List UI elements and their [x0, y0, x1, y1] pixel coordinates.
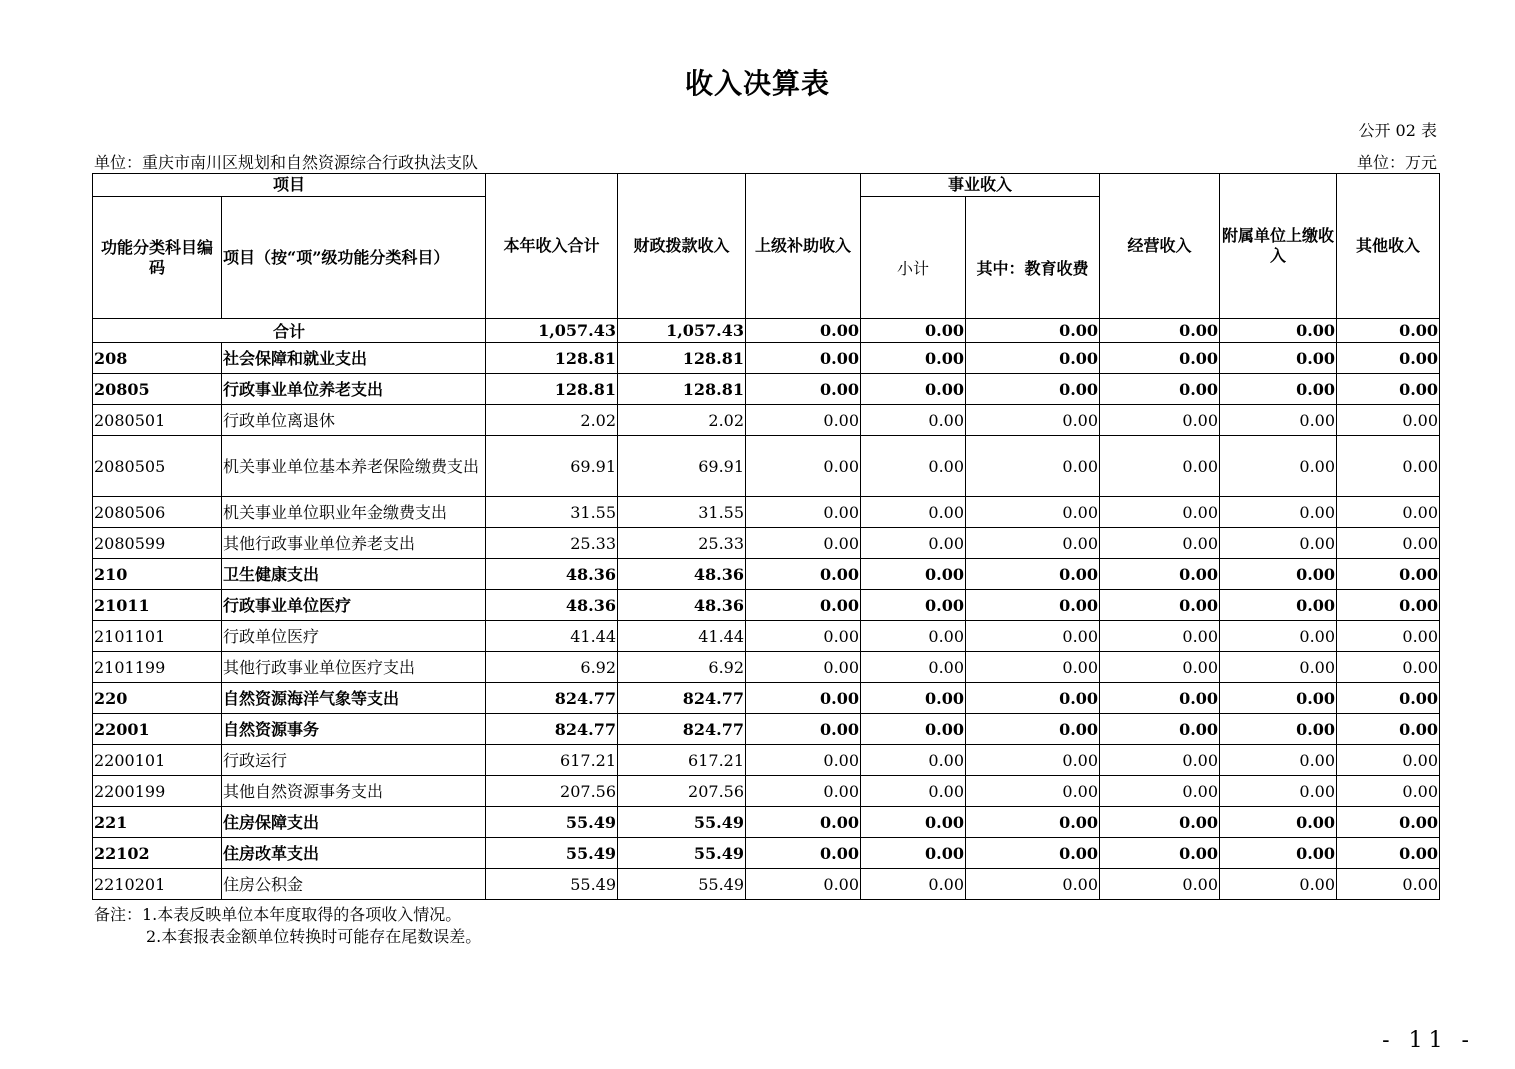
row-value: 41.44: [486, 621, 618, 652]
header-career-group: 事业收入: [861, 174, 1100, 197]
row-value: 0.00: [1100, 343, 1220, 374]
row-value: 207.56: [486, 776, 618, 807]
table-row: [93, 807, 1440, 838]
row-value: 0.00: [1337, 745, 1440, 776]
row-value: 2.02: [618, 405, 746, 436]
row-value: 0.00: [746, 343, 861, 374]
table-row: [93, 528, 1440, 559]
row-value: 0.00: [1220, 590, 1337, 621]
row-value: 6.92: [486, 652, 618, 683]
table-row: [93, 559, 1440, 590]
row-value: 0.00: [1220, 436, 1337, 497]
row-name: 行政单位离退休: [222, 405, 486, 436]
row-value: 0.00: [1220, 683, 1337, 714]
row-value: 0.00: [746, 374, 861, 405]
header-fiscal: 财政拨款收入: [618, 174, 746, 319]
row-name: 其他行政事业单位医疗支出: [222, 652, 486, 683]
page-number: - 11 -: [1382, 1028, 1475, 1053]
row-value: 128.81: [486, 343, 618, 374]
row-value: 0.00: [746, 838, 861, 869]
table-row: [93, 590, 1440, 621]
row-code: 20805: [93, 374, 222, 405]
row-value: 0.00: [966, 745, 1100, 776]
header-affiliated: 附属单位上缴收入: [1220, 174, 1337, 319]
form-number: 公开 02 表: [1358, 121, 1437, 140]
row-value: 0.00: [1337, 405, 1440, 436]
row-value: 0.00: [861, 528, 966, 559]
row-value: 0.00: [1220, 869, 1337, 900]
row-name: 行政事业单位养老支出: [222, 374, 486, 405]
row-value: 0.00: [1220, 343, 1337, 374]
row-value: 55.49: [486, 807, 618, 838]
row-code: 2101199: [93, 652, 222, 683]
row-value: 25.33: [486, 528, 618, 559]
table-row: [93, 405, 1440, 436]
row-value: 0.00: [1100, 745, 1220, 776]
row-value: 0.00: [1220, 497, 1337, 528]
row-name: 卫生健康支出: [222, 559, 486, 590]
income-statement-table: [92, 173, 1440, 900]
row-value: 55.49: [618, 807, 746, 838]
row-value: 0.00: [1220, 559, 1337, 590]
row-name: 其他自然资源事务支出: [222, 776, 486, 807]
row-value: 48.36: [486, 559, 618, 590]
table-row: [93, 497, 1440, 528]
row-value: 0.00: [746, 559, 861, 590]
row-value: 0.00: [1220, 374, 1337, 405]
header-education: 其中：教育收费: [966, 197, 1100, 319]
row-value: 207.56: [618, 776, 746, 807]
row-value: 0.00: [861, 343, 966, 374]
footnotes: [94, 904, 481, 948]
header-item-group: 项目: [93, 174, 486, 197]
row-value: 0.00: [1337, 807, 1440, 838]
row-value: 0.00: [1220, 714, 1337, 745]
row-value: 0.00: [746, 807, 861, 838]
row-value: 0.00: [966, 838, 1100, 869]
row-value: 6.92: [618, 652, 746, 683]
row-value: 0.00: [966, 776, 1100, 807]
row-value: 0.00: [861, 807, 966, 838]
row-value: 0.00: [861, 838, 966, 869]
table-row: [93, 745, 1440, 776]
table-row: [93, 343, 1440, 374]
row-code: 220: [93, 683, 222, 714]
row-value: 0.00: [861, 683, 966, 714]
row-value: 0.00: [1337, 559, 1440, 590]
header-operating: 经营收入: [1100, 174, 1220, 319]
total-label: 合计: [93, 319, 486, 343]
row-value: 0.00: [1220, 807, 1337, 838]
row-value: 0.00: [1220, 745, 1337, 776]
row-value: 0.00: [861, 869, 966, 900]
row-value: 0.00: [1337, 869, 1440, 900]
row-value: 0.00: [746, 869, 861, 900]
reporting-unit: 单位：重庆市南川区规划和自然资源综合行政执法支队: [94, 153, 479, 172]
row-value: 0.00: [861, 559, 966, 590]
row-value: 0.00: [1337, 683, 1440, 714]
row-value: 824.77: [486, 714, 618, 745]
row-value: 128.81: [618, 343, 746, 374]
row-value: 0.00: [1100, 714, 1220, 745]
footnote-1: 备注：1.本表反映单位本年度取得的各项收入情况。: [94, 905, 462, 924]
row-value: 0.00: [966, 714, 1100, 745]
row-value: 0.00: [966, 559, 1100, 590]
row-value: 0.00: [966, 497, 1100, 528]
row-value: 0.00: [966, 528, 1100, 559]
row-value: 0.00: [746, 776, 861, 807]
row-value: 0.00: [1220, 528, 1337, 559]
row-value: 0.00: [861, 497, 966, 528]
row-code: 22001: [93, 714, 222, 745]
table-row: [93, 869, 1440, 900]
row-value: 0.00: [1100, 528, 1220, 559]
row-value: 0.00: [966, 374, 1100, 405]
row-value: 0.00: [746, 590, 861, 621]
row-value: 48.36: [618, 559, 746, 590]
row-value: 0.00: [746, 683, 861, 714]
row-name: 机关事业单位基本养老保险缴费支出: [222, 436, 486, 497]
row-value: 0.00: [1220, 405, 1337, 436]
row-value: 824.77: [618, 683, 746, 714]
row-value: 0.00: [966, 343, 1100, 374]
row-value: 0.00: [746, 528, 861, 559]
total-cell: 0.00: [1220, 319, 1337, 343]
row-code: 2080505: [93, 436, 222, 497]
row-value: 0.00: [861, 714, 966, 745]
row-value: 0.00: [966, 807, 1100, 838]
row-value: 48.36: [486, 590, 618, 621]
row-code: 2080501: [93, 405, 222, 436]
row-name: 行政事业单位医疗: [222, 590, 486, 621]
row-code: 208: [93, 343, 222, 374]
row-value: 55.49: [618, 838, 746, 869]
row-value: 0.00: [861, 405, 966, 436]
row-value: 31.55: [486, 497, 618, 528]
row-value: 0.00: [1337, 590, 1440, 621]
table-row: [93, 776, 1440, 807]
total-cell: 0.00: [966, 319, 1100, 343]
row-value: 0.00: [1220, 776, 1337, 807]
row-name: 住房改革支出: [222, 838, 486, 869]
total-cell: 0.00: [1100, 319, 1220, 343]
row-value: 0.00: [1100, 869, 1220, 900]
row-value: 0.00: [1100, 838, 1220, 869]
row-value: 128.81: [486, 374, 618, 405]
row-value: 0.00: [966, 652, 1100, 683]
row-value: 617.21: [618, 745, 746, 776]
row-value: 25.33: [618, 528, 746, 559]
row-value: 55.49: [486, 869, 618, 900]
row-value: 0.00: [1220, 652, 1337, 683]
table-row: [93, 436, 1440, 497]
table-row: [93, 374, 1440, 405]
row-value: 0.00: [1100, 497, 1220, 528]
total-cell: 1,057.43: [618, 319, 746, 343]
row-value: 824.77: [618, 714, 746, 745]
row-value: 0.00: [861, 652, 966, 683]
row-value: 0.00: [966, 621, 1100, 652]
row-value: 0.00: [1220, 621, 1337, 652]
row-name: 自然资源海洋气象等支出: [222, 683, 486, 714]
row-value: 0.00: [966, 590, 1100, 621]
row-value: 0.00: [746, 497, 861, 528]
row-code: 2210201: [93, 869, 222, 900]
row-value: 0.00: [1100, 807, 1220, 838]
row-name: 行政单位医疗: [222, 621, 486, 652]
header-code: 功能分类科目编码: [93, 197, 222, 319]
table-row: [93, 683, 1440, 714]
table-row: [93, 621, 1440, 652]
row-code: 21011: [93, 590, 222, 621]
row-value: 824.77: [486, 683, 618, 714]
row-value: 0.00: [861, 436, 966, 497]
row-value: 0.00: [1100, 776, 1220, 807]
row-value: 0.00: [1337, 374, 1440, 405]
row-value: 55.49: [486, 838, 618, 869]
row-value: 0.00: [1100, 436, 1220, 497]
row-value: 69.91: [618, 436, 746, 497]
row-name: 行政运行: [222, 745, 486, 776]
total-cell: 1,057.43: [486, 319, 618, 343]
row-value: 0.00: [966, 869, 1100, 900]
row-name: 自然资源事务: [222, 714, 486, 745]
row-name: 其他行政事业单位养老支出: [222, 528, 486, 559]
row-value: 0.00: [1337, 343, 1440, 374]
row-code: 2200199: [93, 776, 222, 807]
row-value: 69.91: [486, 436, 618, 497]
row-value: 48.36: [618, 590, 746, 621]
row-value: 0.00: [861, 590, 966, 621]
row-value: 0.00: [1220, 838, 1337, 869]
row-code: 2080506: [93, 497, 222, 528]
row-value: 0.00: [1337, 528, 1440, 559]
row-value: 0.00: [966, 405, 1100, 436]
row-value: 0.00: [1337, 652, 1440, 683]
row-value: 0.00: [966, 436, 1100, 497]
total-cell: 0.00: [746, 319, 861, 343]
row-name: 社会保障和就业支出: [222, 343, 486, 374]
row-name: 机关事业单位职业年金缴费支出: [222, 497, 486, 528]
table-row: [93, 652, 1440, 683]
header-subtotal: 小计: [861, 197, 966, 319]
row-value: 0.00: [1337, 621, 1440, 652]
row-value: 0.00: [1337, 714, 1440, 745]
row-value: 0.00: [1100, 559, 1220, 590]
row-value: 0.00: [861, 374, 966, 405]
table-row: [93, 714, 1440, 745]
row-name: 住房公积金: [222, 869, 486, 900]
row-value: 0.00: [1100, 652, 1220, 683]
row-value: 0.00: [746, 745, 861, 776]
row-code: 210: [93, 559, 222, 590]
row-value: 55.49: [618, 869, 746, 900]
row-code: 22102: [93, 838, 222, 869]
row-value: 0.00: [1100, 590, 1220, 621]
row-code: 2080599: [93, 528, 222, 559]
row-value: 0.00: [1337, 436, 1440, 497]
row-value: 0.00: [861, 776, 966, 807]
row-value: 2.02: [486, 405, 618, 436]
row-value: 0.00: [1100, 683, 1220, 714]
row-value: 41.44: [618, 621, 746, 652]
row-value: 0.00: [746, 405, 861, 436]
row-value: 0.00: [966, 683, 1100, 714]
table-row: [93, 838, 1440, 869]
header-superior: 上级补助收入: [746, 174, 861, 319]
row-value: 617.21: [486, 745, 618, 776]
row-value: 0.00: [1337, 838, 1440, 869]
row-code: 2101101: [93, 621, 222, 652]
row-value: 128.81: [618, 374, 746, 405]
row-code: 2200101: [93, 745, 222, 776]
header-name: 项目（按“项”级功能分类科目）: [222, 197, 486, 319]
row-value: 0.00: [746, 621, 861, 652]
row-value: 0.00: [746, 436, 861, 497]
row-value: 0.00: [1100, 621, 1220, 652]
currency-unit: 单位：万元: [1356, 153, 1437, 172]
row-value: 0.00: [1337, 776, 1440, 807]
total-cell: 0.00: [861, 319, 966, 343]
total-cell: 0.00: [1337, 319, 1440, 343]
row-value: 0.00: [1100, 405, 1220, 436]
row-value: 31.55: [618, 497, 746, 528]
row-name: 住房保障支出: [222, 807, 486, 838]
header-other: 其他收入: [1337, 174, 1440, 319]
row-value: 0.00: [861, 621, 966, 652]
row-code: 221: [93, 807, 222, 838]
footnote-2: 2.本套报表金额单位转换时可能存在尾数误差。: [146, 927, 482, 946]
row-value: 0.00: [1337, 497, 1440, 528]
page-title: 收入决算表: [684, 67, 830, 100]
row-value: 0.00: [746, 652, 861, 683]
row-value: 0.00: [861, 745, 966, 776]
row-value: 0.00: [746, 714, 861, 745]
total-row: [93, 319, 1440, 343]
row-value: 0.00: [1100, 374, 1220, 405]
header-total: 本年收入合计: [486, 174, 618, 319]
